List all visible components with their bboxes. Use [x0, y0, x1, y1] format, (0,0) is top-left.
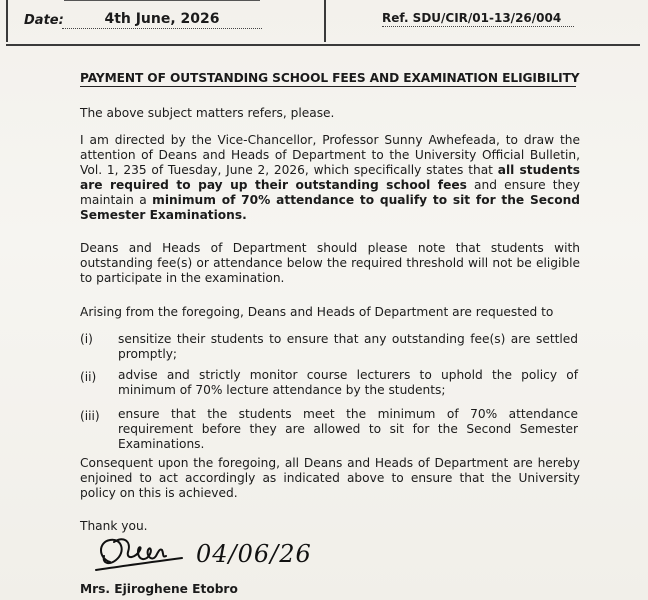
- reference-number: Ref. SDU/CIR/01-13/26/004: [382, 11, 574, 27]
- eligibility-paragraph: Deans and Heads of Department should please note that students with outstanding fee(s) or attendance below the required threshold will not be eligible to participate in the examination.: [80, 241, 580, 285]
- handwritten-signature: [92, 532, 192, 580]
- closing-paragraph: Consequent upon the foregoing, all Deans and Heads of Department are hereby enjoined to act accordingly as indicated above to ensure that the University policy on this is achieved.: [80, 456, 580, 500]
- list-item-number: (ii): [80, 370, 97, 384]
- directive-paragraph: [80, 133, 580, 223]
- request-intro: Arising from the foregoing, Deans and Heads of Department are requested to: [80, 305, 554, 319]
- header-left-rule: [6, 0, 8, 42]
- list-item: advise and strictly monitor course lecturers to uphold the policy of minimum of 70% lecture attendance by the students;: [118, 368, 578, 397]
- directive-bold-1: all students are required to pay up their outstanding school fees: [80, 163, 580, 192]
- list-item-number: (i): [80, 332, 93, 346]
- opening-line: The above subject matters refers, please.: [80, 106, 335, 120]
- memo-header: [6, 0, 640, 46]
- subject-heading: PAYMENT OF OUTSTANDING SCHOOL FEES AND EXAMINATION ELIGIBILITY: [80, 71, 580, 85]
- header-from-line: [64, 0, 260, 1]
- list-item-number: (iii): [80, 409, 100, 423]
- thank-you: Thank you.: [80, 519, 148, 533]
- date-label: Date:: [24, 13, 64, 28]
- list-item: ensure that the students meet the minimum of 70% attendance requirement before they are allowed to sit for the Second Semester Examinations.: [118, 407, 578, 451]
- directive-text-1: I am directed by the Vice-Chancellor, Professor Sunny Awhefeada, to draw the attention of Deans and Heads of Department to the University Official Bulletin, Vol. 1, 235 of Tuesday, June 2, 2026, which specifically states that: [80, 133, 580, 177]
- header-divider: [324, 0, 326, 42]
- signature-date: 04/06/26: [196, 540, 312, 568]
- signatory-name: Mrs. Ejiroghene Etobro: [80, 582, 238, 596]
- date-value: 4th June, 2026: [62, 11, 262, 29]
- list-item: sensitize their students to ensure that any outstanding fee(s) are settled promptly;: [118, 332, 578, 361]
- directive-bold-2: minimum of 70% attendance to qualify to sit for the Second Semester Examinations.: [80, 193, 580, 222]
- directive-text-2: and ensure they maintain a: [80, 178, 580, 207]
